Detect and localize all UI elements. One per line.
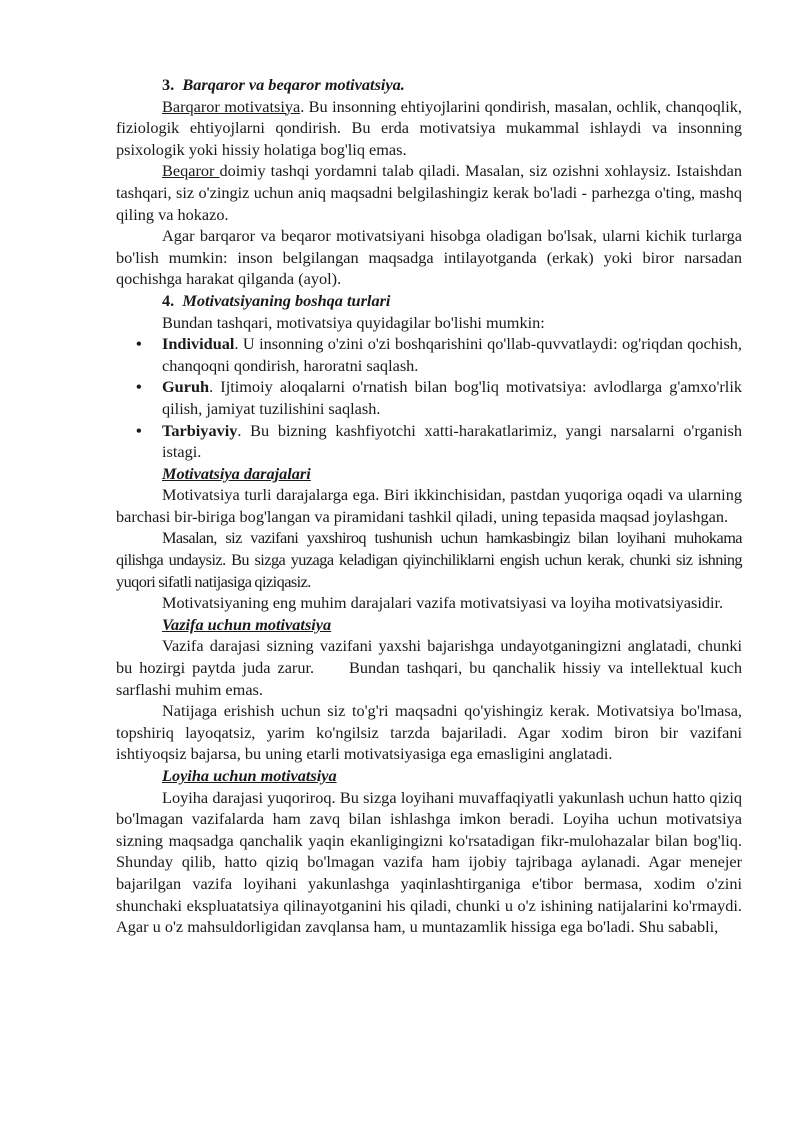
paragraph-text: doimiy tashqi yordamni talab qiladi. Masalan, siz ozishni xohlaysiz. Istaishdan tashqari, siz o'zingiz uchun aniq maqsadni belgilashingiz kerak bo'ladi - parhezga o'ting, mashq qiling va hokazo. xyxy=(116,161,743,224)
list-item xyxy=(136,420,742,463)
paragraph-text: . Bu insonning ehtiyojlarini qondirish, masalan, ochlik, chanqoqlik, fiziologik ehtiyojlarni qondirish. Bu erda motivatsiya mukammal ishlaydi va insonning psixologik yoki hissiy holatiga bog'liq emas. xyxy=(116,96,742,159)
bullet-text: . U insonning o'zini o'zi boshqarishini qo'llab-quvvatlaydi: og'riqdan qochish, chanqoqni qondirish, haroratni saqlash. xyxy=(162,334,742,375)
levels-paragraph-2: Masalan, siz vazifani yaxshiroq tushunish uchun hamkasbingiz bilan loyihani muhokama qilishga undaysiz. Bu sizga yuzaga keladigan qiyinchiliklarni engish uchun kerak, chunki siz ishning yuqori sifatli natijasiga qiziqasiz. xyxy=(116,528,742,591)
bullet-list xyxy=(116,333,742,463)
bullet-text: . Ijtimoiy aloqalarni o'rnatish bilan bog'liq motivatsiya: avlodlarga g'amxo'rlik qilish, jamiyat tuzilishini saqlash. xyxy=(162,377,742,418)
project-heading: Loyiha uchun motivatsiya xyxy=(162,766,337,785)
section-4-heading xyxy=(116,290,742,312)
task-paragraph-1: Vazifa darajasi sizning vazifani yaxshi bajarishga undayotganingizni anglatadi, chunki bu hozirgi paytda juda zarur. Bundan tashqari, bu qanchalik hissiy va intellektual kuch sarflashi muhim emas. xyxy=(116,636,747,699)
section-3-title: Barqaror va beqaror motivatsiya. xyxy=(182,75,405,94)
section-3-paragraph-1 xyxy=(116,96,742,161)
section-3-heading xyxy=(116,74,742,96)
bullet-term: Guruh xyxy=(162,377,210,397)
section-3-paragraph-2 xyxy=(116,160,742,225)
levels-paragraph-3: Motivatsiyaning eng muhim darajalari vazifa motivatsiyasi va loyiha motivatsiyasidir. xyxy=(162,593,724,613)
bullet-term: Tarbiyaviy xyxy=(162,420,238,440)
section-3-paragraph-3: Agar barqaror va beqaror motivatsiyani hisobga oladigan bo'lsak, ularni kichik turlarga bo'lish mumkin: inson belgilangan maqsadga intilayotganda (erkak) yoki biror narsadan qochishga harakat qilganda (ayol). xyxy=(116,226,742,289)
term-beqaror: Beqaror xyxy=(162,161,220,181)
term-barqaror: Barqaror motivatsiya xyxy=(162,96,301,116)
levels-heading: Motivatsiya darajalari xyxy=(162,463,311,483)
list-item xyxy=(136,376,742,419)
task-paragraph-2: Natijaga erishish uchun siz to'g'ri maqsadni qo'yishingiz kerak. Motivatsiya bo'lmasa, topshiriq layoqatsiz, yarim ko'ngilsiz tarzda bajariladi. Agar xodim biron bir vazifani ishtiyoqsiz bajarsa, bu uning etarli motivatsiyasiga ega emasligini anglatadi. xyxy=(116,701,742,764)
bullet-text: . Bu bizning kashfiyotchi xatti-harakatlarimiz, yangi narsalarni o'rganish istagi. xyxy=(162,420,742,462)
list-item xyxy=(136,333,742,376)
section-4-number: 4. xyxy=(162,290,175,310)
section-3-number: 3. xyxy=(162,75,175,94)
bullet-icon: • xyxy=(136,420,142,440)
bullet-term: Individual xyxy=(162,334,235,354)
bullet-icon: • xyxy=(136,334,142,354)
bullet-icon: • xyxy=(136,377,142,397)
levels-paragraph-1: Motivatsiya turli darajalarga ega. Biri ikkinchisidan, pastdan yuqoriga oqadi va ularning barchasi bir-biriga bog'langan va piramidani tashkil qiladi, uning tepasida maqsad joylashgan. xyxy=(116,485,742,526)
section-4-intro: Bundan tashqari, motivatsiya quyidagilar bo'lishi mumkin: xyxy=(162,312,545,332)
task-heading: Vazifa uchun motivatsiya xyxy=(162,614,332,634)
project-paragraph-1: Loyiha darajasi yuqoriroq. Bu sizga loyihani muvaffaqiyatli yakunlash uchun hatto qiziq bo'lmagan vazifalarda ham zavq bilan ishlashga imkon beradi. Loyiha uchun motivatsiya sizning maqsadga qanchalik yaqin ekanligingizni ko'rsatadigan fikr-mulohazalar bilan bog'liq. Shunday qilib, hatto qiziq bo'lmagan vazifa ham ijobiy tajribaga aylanadi. Agar menejer bajarilgan vazifa loyihani yakunlashga yaqinlashtirganiga e'tibor bermasa, xodim o'zini shunchaki ekspluatatsiya qilinayotganini his qiladi, chunki u o'z ishining natijalarini ko'rmaydi. Agar u o'z mahsuldorligidan zavqlansa ham, u muntazamlik hissiga ega bo'ladi. Shu sababli, xyxy=(116,787,742,937)
section-4-title: Motivatsiyaning boshqa turlari xyxy=(182,290,391,310)
